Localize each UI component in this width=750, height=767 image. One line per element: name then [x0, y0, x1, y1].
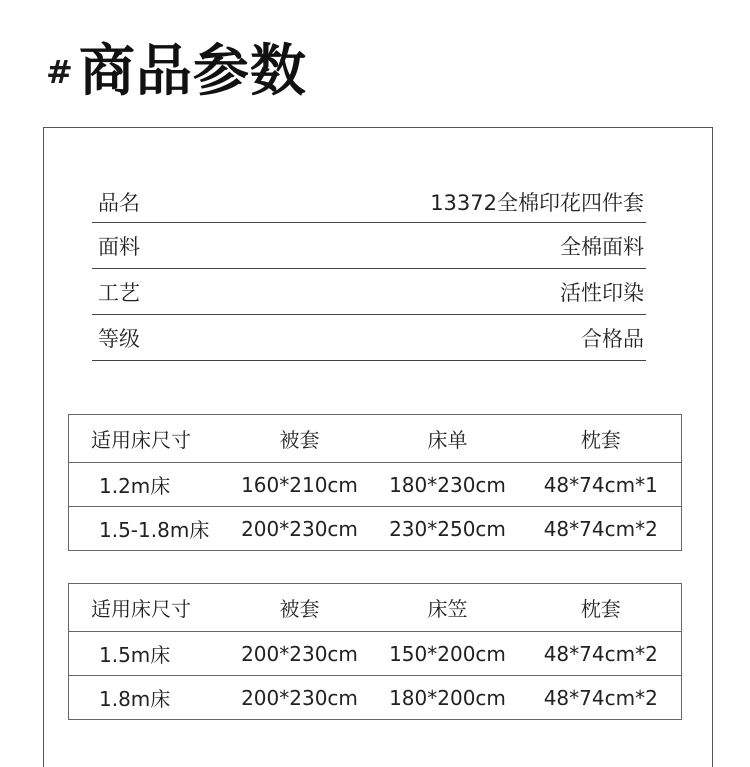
- table-cell: 1.8m床: [69, 676, 225, 720]
- spec-row-grade: [92, 315, 646, 361]
- table-row: [69, 676, 682, 720]
- table-header-row: [69, 415, 682, 463]
- spec-value: 活性印染: [560, 280, 644, 305]
- table-cell: 180*200cm: [375, 676, 521, 720]
- spec-value: 合格品: [581, 326, 644, 351]
- spec-label: 等级: [98, 326, 140, 351]
- table-cell: 48*74cm*2: [521, 676, 682, 720]
- header-cell: 床笠: [375, 584, 521, 632]
- table-cell: 48*74cm*2: [521, 507, 682, 551]
- spec-row-name: [92, 182, 646, 223]
- table-cell: 150*200cm: [375, 632, 521, 676]
- spec-list: [92, 182, 646, 361]
- header-cell: 被套: [225, 415, 375, 463]
- table-cell: 48*74cm*2: [521, 632, 682, 676]
- spec-value: 13372全棉印花四件套: [430, 191, 644, 215]
- header-cell: 床单: [375, 415, 521, 463]
- table-cell: 180*230cm: [375, 463, 521, 507]
- spec-label: 品名: [98, 191, 140, 215]
- table-cell: 1.5-1.8m床: [69, 507, 225, 551]
- table-cell: 1.5m床: [69, 632, 225, 676]
- header-cell: 被套: [225, 584, 375, 632]
- header-cell: 适用床尺寸: [69, 584, 225, 632]
- spec-value: 全棉面料: [560, 234, 644, 259]
- page-title: [46, 28, 307, 104]
- spec-row-craft: [92, 269, 646, 315]
- spec-label: 工艺: [98, 280, 140, 305]
- hash-mark: #: [46, 53, 73, 91]
- header-cell: 枕套: [521, 584, 682, 632]
- table-cell: 200*230cm: [225, 632, 375, 676]
- table-cell: 160*210cm: [225, 463, 375, 507]
- spec-row-fabric: [92, 223, 646, 269]
- table-cell: 230*250cm: [375, 507, 521, 551]
- table-row: [69, 463, 682, 507]
- size-table-sheet: [68, 414, 682, 551]
- header-cell: 枕套: [521, 415, 682, 463]
- spec-label: 面料: [98, 234, 140, 259]
- size-table-fitted: [68, 583, 682, 720]
- header-cell: 适用床尺寸: [69, 415, 225, 463]
- table-cell: 48*74cm*1: [521, 463, 682, 507]
- title-text: 商品参数: [78, 39, 307, 104]
- table-cell: 200*230cm: [225, 676, 375, 720]
- table-row: [69, 507, 682, 551]
- table-cell: 200*230cm: [225, 507, 375, 551]
- table-row: [69, 632, 682, 676]
- table-header-row: [69, 584, 682, 632]
- table-cell: 1.2m床: [69, 463, 225, 507]
